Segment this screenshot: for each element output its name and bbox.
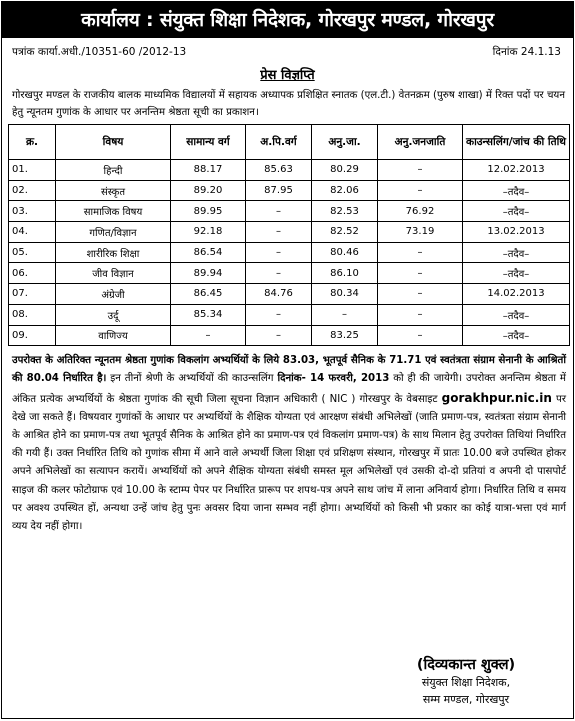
table-cell: 80.34 xyxy=(312,284,378,305)
signatory-designation: संयुक्त शिक्षा निदेशक, xyxy=(421,676,511,689)
table-cell: – xyxy=(378,180,463,201)
table-cell: संस्कृत xyxy=(56,180,171,201)
table-cell: – xyxy=(246,263,312,284)
merit-table xyxy=(8,124,570,346)
table-cell: 89.94 xyxy=(171,263,246,284)
table-cell: 04. xyxy=(9,222,56,243)
table-cell: 13.02.2013 xyxy=(463,222,570,243)
body-paragraph xyxy=(2,352,573,536)
table-cell: – xyxy=(378,284,463,305)
table-cell: 88.17 xyxy=(171,160,246,181)
table-cell: 07. xyxy=(9,284,56,305)
table-cell: – xyxy=(246,304,312,325)
table-cell: 85.63 xyxy=(246,160,312,181)
doc-title xyxy=(2,65,573,83)
cutoff-text: उपरोक्त के अतिरिक्त न्यूनतम श्रेष्ठता गुणांक विकलांग अभ्यर्थियों के लिये 83.03, भूतपूर्व सैनिक के 71.71 एवं स्वतंत्रता संग्राम सेनानी के आश्रितों की 80.04 निर्धारित है। xyxy=(12,355,566,385)
table-cell: 86.54 xyxy=(171,242,246,263)
table-cell: – xyxy=(246,222,312,243)
body-text-part: पर देखे जा सकते हैं। विषयवार गुणांकों के आधार पर अभ्यर्थियों के शैक्षिक योग्यता एवं आरक्षण संबंधी अभिलेखों (जाति प्रमाण-पत्र, स्वतंत्रता संग्राम सेनानी के आश्रित होने का प्रमाण-पत्र तथा भूतपूर्व सैनिक के आश्रित होने का प्रमाण-पत्र एवं विकलांग प्रमाण-पत्र) के साथ मिलान हेतु उपरोक्त तिथियां निर्धारित की गयी हैं। उक्त निर्धारित तिथि को गुणांक सीमा में आने वाले अभ्यर्थी जिला शिक्षा एवं प्रशिक्षण संस्थान, गोरखपुर में प्रातः 10.00 बजे उपस्थित होकर अपने अभिलेखों का सत्यापन करायें। अभ्यर्थियों को अपने शैक्षिक योग्यता संबंधी समस्त मूल अभिलेखों एवं उसकी दो-दो प्रतियां व अपनी दो पासपोर्ट साइज की कलर फोटोग्राफ एवं 10.00 के स्टाम्प पेपर पर निर्धारित प्रारूप पर शपथ-पत्र अपने साथ जांच में लाना अनिवार्य होगा। निर्धारित तिथि व समय पर अवश्य उपस्थित हों, अन्यथा उन्हें जांच हेतु पुनः अवसर दिया जाना सम्भव नहीं होगा। अभ्यर्थियों को किसी भी प्रकार का कोई यात्रा-भत्ता एवं मार्ग व्यय देय नहीं होगा। xyxy=(12,393,566,533)
table-row xyxy=(9,222,570,243)
table-row xyxy=(9,160,570,181)
table-cell: वाणिज्य xyxy=(56,325,171,346)
table-cell: – xyxy=(378,242,463,263)
table-cell: – xyxy=(378,325,463,346)
table-cell: 86.45 xyxy=(171,284,246,305)
column-header: अनु.जनजाति xyxy=(378,125,463,160)
table-cell: 08. xyxy=(9,304,56,325)
table-cell: 86.10 xyxy=(312,263,378,284)
table-cell: शारीरिक शिक्षा xyxy=(56,242,171,263)
office-header: कार्यालय : संयुक्त शिक्षा निदेशक, गोरखपुर मण्डल, गोरखपुर xyxy=(2,2,573,38)
body-text-part: को ही की जायेगी। उपरोक्त अनन्तिम श्रेष्ठता में अंकित प्रत्येक अभ्यर्थियों के श्रेष्ठता गुणांक की सूची जिला सूचना विज्ञान अधिकारी ( NIC ) गोरखपुर के वेबसाइट xyxy=(12,373,567,405)
table-cell: – xyxy=(246,201,312,222)
table-cell: 05. xyxy=(9,242,56,263)
table-cell: –तदैव– xyxy=(463,242,570,263)
intro-paragraph: गोरखपुर मण्डल के राजकीय बालक माध्यमिक विद्यालयों में सहायक अध्यापक प्रशिक्षित स्नातक (एल.टी.) वेतनक्रम (पुरुष शाखा) में रिक्त पदों पर चयन हेतु न्यूनतम गुणांक के आधार पर अनन्तिम श्रेष्ठता सूची का प्रकाशन। xyxy=(12,90,565,118)
table-cell: 84.76 xyxy=(246,284,312,305)
table-cell: 89.95 xyxy=(171,201,246,222)
table-cell: गणित/विज्ञान xyxy=(56,222,171,243)
letter-date: दिनांक 24.1.13 xyxy=(492,46,561,58)
table-cell: अंग्रेजी xyxy=(56,284,171,305)
table-cell: – xyxy=(312,304,378,325)
table-cell: 01. xyxy=(9,160,56,181)
letter-number: पत्रांक कार्या.अधी./10351-60 /2012-13 xyxy=(12,46,187,58)
table-cell: –तदैव– xyxy=(463,325,570,346)
table-cell: – xyxy=(378,304,463,325)
table-row xyxy=(9,180,570,201)
table-cell: उर्दू xyxy=(56,304,171,325)
table-cell: – xyxy=(378,160,463,181)
table-cell: 80.46 xyxy=(312,242,378,263)
table-cell: – xyxy=(171,325,246,346)
table-cell: 12.02.2013 xyxy=(463,160,570,181)
column-header: क्र. xyxy=(9,125,56,160)
table-cell: –तदैव– xyxy=(463,304,570,325)
column-header: अ.पि.वर्ग xyxy=(246,125,312,160)
table-cell: 87.95 xyxy=(246,180,312,201)
signatory-office: सम्म मण्डल, गोरखपुर xyxy=(422,693,510,706)
table-cell: 82.06 xyxy=(312,180,378,201)
body-text-part: इन तीनों श्रेणी के अभ्यर्थियों की काउन्सलिंग xyxy=(106,373,278,385)
table-cell: – xyxy=(378,263,463,284)
table-cell: 89.20 xyxy=(171,180,246,201)
table-cell: सामाजिक विषय xyxy=(56,201,171,222)
table-row xyxy=(9,263,570,284)
column-header: विषय xyxy=(56,125,171,160)
table-cell: 73.19 xyxy=(378,222,463,243)
table-cell: 83.25 xyxy=(312,325,378,346)
column-header: अनु.जा. xyxy=(312,125,378,160)
table-row xyxy=(9,325,570,346)
table-cell: 76.92 xyxy=(378,201,463,222)
table-cell: 03. xyxy=(9,201,56,222)
website-text: gorakhpur.nic.in xyxy=(441,390,552,405)
table-cell: – xyxy=(246,325,312,346)
table-cell: हिन्दी xyxy=(56,160,171,181)
column-header: सामान्य वर्ग xyxy=(171,125,246,160)
doc-title-text: प्रेस विज्ञप्ति xyxy=(260,68,315,83)
counselling-date: दिनांक- 14 फरवरी, 2013 xyxy=(277,373,390,385)
table-row xyxy=(9,242,570,263)
table-cell: 14.02.2013 xyxy=(463,284,570,305)
table-cell: –तदैव– xyxy=(463,180,570,201)
table-row xyxy=(9,284,570,305)
table-cell: 82.53 xyxy=(312,201,378,222)
signatory-name: (दिव्यकान्त शुक्ल) xyxy=(416,657,516,673)
table-cell: 92.18 xyxy=(171,222,246,243)
table-body xyxy=(9,160,570,346)
column-header: काउन्सलिंग/जांच की तिथि xyxy=(463,125,570,160)
press-release-page xyxy=(1,1,574,719)
table-cell: –तदैव– xyxy=(463,201,570,222)
reference-line xyxy=(2,38,573,61)
table-cell: 80.29 xyxy=(312,160,378,181)
table-row xyxy=(9,304,570,325)
table-cell: 82.52 xyxy=(312,222,378,243)
table-cell: – xyxy=(246,242,312,263)
table-cell: –तदैव– xyxy=(463,263,570,284)
table-row xyxy=(9,201,570,222)
table-header-row xyxy=(9,125,570,160)
table-cell: 02. xyxy=(9,180,56,201)
table-cell: जीव विज्ञान xyxy=(56,263,171,284)
table-cell: 85.34 xyxy=(171,304,246,325)
signature-block xyxy=(381,654,551,708)
table-cell: 06. xyxy=(9,263,56,284)
table-cell: 09. xyxy=(9,325,56,346)
